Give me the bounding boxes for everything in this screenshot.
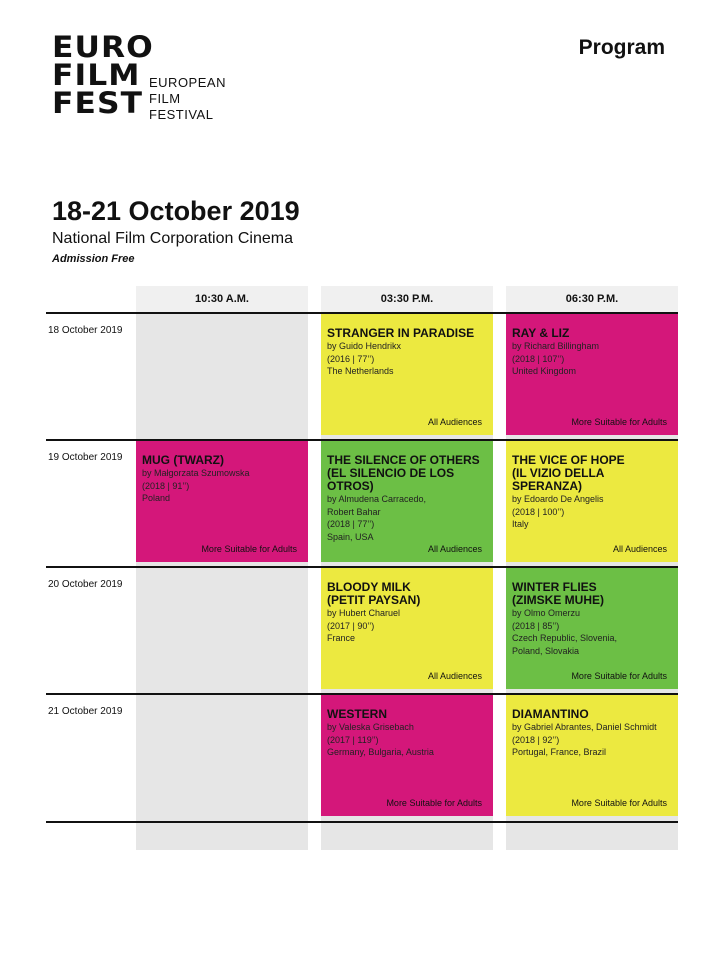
logo-subtitle [149, 75, 226, 123]
film-detail: (2017 | 119’’) [327, 734, 379, 745]
row-divider [46, 821, 678, 823]
film-detail: by Edoardo De Angelis [512, 494, 604, 504]
film-detail: (2018 | 92’’) [512, 734, 560, 745]
film-card [506, 568, 678, 689]
film-title: (ZIMSKE MUHE) [512, 593, 604, 607]
film-detail: (2018 | 91’’) [142, 480, 190, 491]
time-header: 03:30 P.M. [321, 286, 493, 312]
film-detail: Germany, Bulgaria, Austria [327, 747, 434, 757]
film-title: STRANGER IN PARADISE [327, 326, 475, 340]
film-detail: by Gabriel Abrantes, Daniel Schmidt [512, 722, 657, 732]
time-header: 06:30 P.M. [506, 286, 678, 312]
film-detail: United Kingdom [512, 366, 577, 376]
film-card [506, 441, 678, 562]
festival-logo [52, 30, 226, 122]
film-detail: Poland, Slovakia [512, 645, 580, 656]
logo-wordmark [52, 30, 154, 120]
film-detail: (2018 | 77’’) [327, 519, 375, 529]
film-title: (EL SILENCIO DE LOS OTROS) [327, 466, 455, 493]
film-title: DIAMANTINO [512, 707, 589, 721]
film-detail: The Netherlands [327, 366, 394, 376]
day-date-label: 21 October 2019 [48, 706, 123, 717]
film-detail: Robert Bahar [327, 506, 381, 517]
audience-rating: More Suitable for Adults [571, 671, 667, 681]
logo-line: FEST [52, 86, 144, 120]
film-title: THE SILENCE OF OTHERS [327, 453, 480, 467]
film-detail: by Olmo Omerzu [512, 608, 581, 618]
film-detail: (2018 | 100’’) [512, 506, 565, 517]
audience-rating: More Suitable for Adults [571, 417, 667, 427]
day-date-label: 18 October 2019 [48, 325, 123, 336]
schedule-grid [46, 286, 678, 850]
film-card [321, 568, 493, 689]
audience-rating: More Suitable for Adults [201, 544, 297, 554]
page-heading: Program [578, 36, 665, 59]
film-detail: Czech Republic, Slovenia, [512, 633, 618, 643]
film-title: (IL VIZIO DELLA SPERANZA) [512, 466, 604, 493]
film-detail: France [327, 633, 356, 643]
audience-rating: All Audiences [612, 544, 667, 554]
film-detail: by Hubert Charuel [327, 608, 401, 618]
logo-subtitle-line: EUROPEAN [149, 75, 226, 90]
audience-rating: All Audiences [427, 671, 482, 681]
audience-rating: All Audiences [427, 544, 482, 554]
film-detail: (2016 | 77’’) [327, 353, 375, 364]
film-title: RAY & LIZ [512, 326, 570, 340]
film-card [506, 695, 678, 816]
film-card [506, 314, 678, 435]
logo-line: FILM [52, 58, 141, 92]
film-card [136, 441, 308, 562]
film-title: THE VICE OF HOPE [512, 453, 625, 467]
film-card [321, 695, 493, 816]
film-detail: by Guido Hendrikx [327, 341, 402, 351]
audience-rating: More Suitable for Adults [571, 798, 667, 808]
day-date-label: 19 October 2019 [48, 452, 123, 463]
film-detail: Poland [142, 493, 171, 503]
film-detail: by Valeska Grisebach [327, 722, 414, 732]
time-header: 10:30 A.M. [136, 286, 308, 312]
column-background [136, 286, 308, 850]
event-venue: National Film Corporation Cinema [52, 230, 293, 247]
logo-subtitle-line: FILM [149, 91, 181, 106]
film-title: MUG (TWARZ) [142, 453, 224, 467]
event-dates: 18-21 October 2019 [52, 196, 300, 226]
film-detail: by Almudena Carracedo, [327, 494, 427, 504]
film-detail: Italy [512, 519, 529, 529]
audience-rating: All Audiences [427, 417, 482, 427]
film-card [321, 441, 493, 562]
film-title: (PETIT PAYSAN) [327, 593, 421, 607]
film-detail: Portugal, France, Brazil [512, 747, 607, 757]
film-title: BLOODY MILK [327, 580, 411, 594]
film-title: WINTER FLIES [512, 580, 597, 594]
logo-line: EURO [52, 30, 154, 64]
film-detail: by Małgorzata Szumowska [142, 468, 250, 478]
film-detail: (2018 | 107’’) [512, 353, 565, 364]
film-detail: by Richard Billingham [512, 341, 600, 351]
film-detail: (2018 | 85’’) [512, 620, 560, 631]
film-card [321, 314, 493, 435]
film-title: WESTERN [327, 707, 387, 721]
audience-rating: More Suitable for Adults [386, 798, 482, 808]
film-detail: (2017 | 90’’) [327, 620, 375, 631]
admission-note: Admission Free [52, 253, 135, 265]
logo-subtitle-line: FESTIVAL [149, 107, 214, 122]
film-detail: Spain, USA [327, 531, 374, 542]
day-date-label: 20 October 2019 [48, 579, 123, 590]
